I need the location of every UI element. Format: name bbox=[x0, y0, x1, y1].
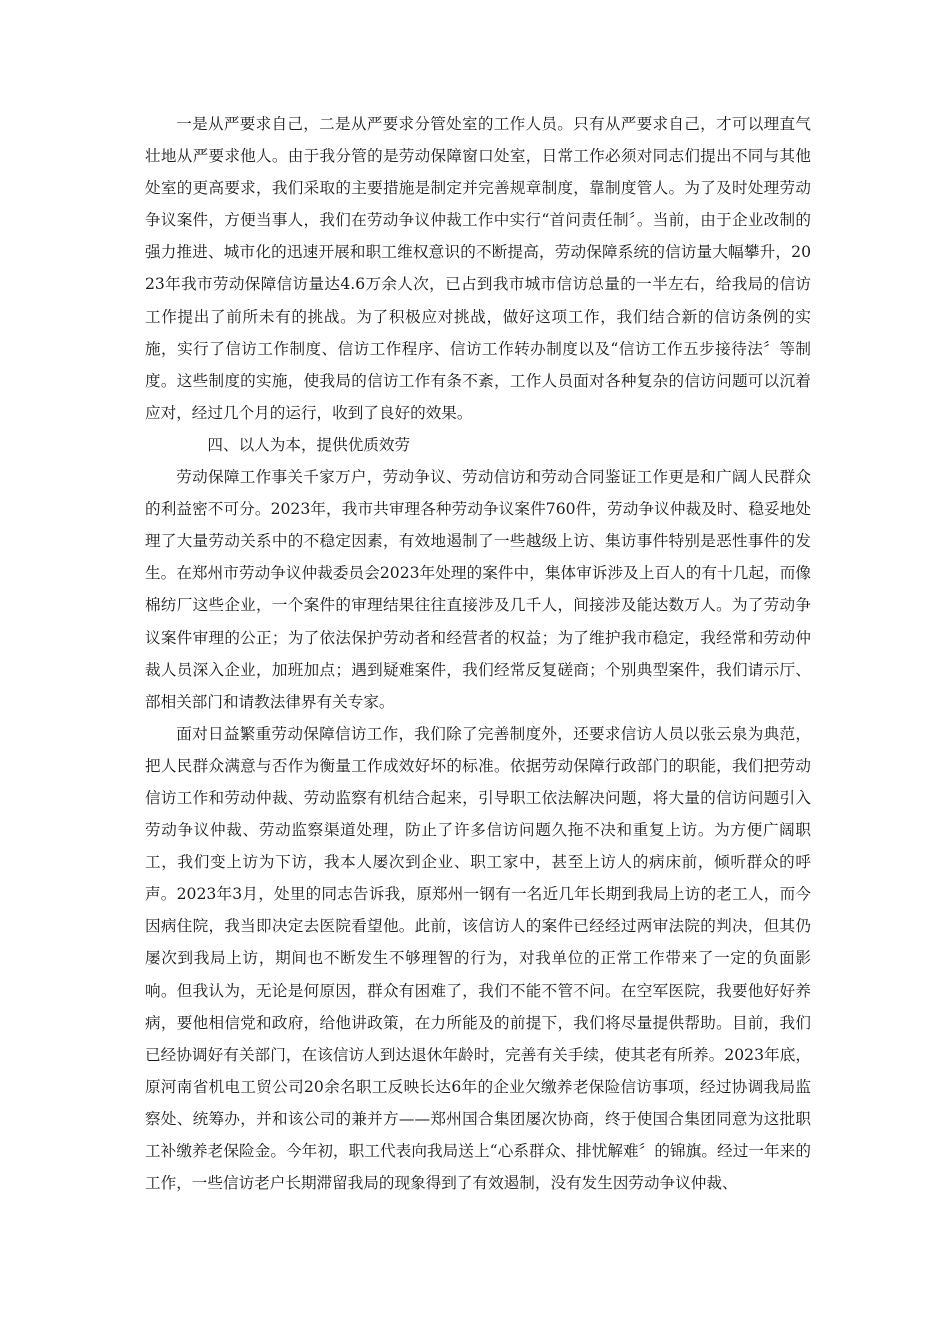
document-body bbox=[145, 108, 811, 1199]
paragraph-strict-requirements: 一是从严要求自己，二是从严要求分管处室的工作人员。只有从严要求自己，才可以理直气壮地从严要求他人。由于我分管的是劳动保障窗口处室，日常工作必须对同志们提出不同与其他处室的更高要求，我们采取的主要措施是制定并完善规章制度，靠制度管人。为了及时处理劳动争议案件，方便当事人，我们在劳动争议仲裁工作中实行“首问责任制〞。当前，由于企业改制的强力推进、城市化的迅速开展和职工维权意识的不断提高，劳动保障系统的信访量大幅攀升，2023年我市劳动保障信访量达4.6万余人次，已占到我市城市信访总量的一半左右，给我局的信访工作提出了前所未有的挑战。为了积极应对挑战，做好这项工作，我们结合新的信访条例的实施，实行了信访工作制度、信访工作程序、信访工作转办制度以及“信访工作五步接待法〞等制度。这些制度的实施，使我局的信访工作有条不紊，工作人员面对各种复杂的信访问题可以沉着应对，经过几个月的运行，收到了良好的效果。 bbox=[145, 115, 811, 422]
paragraph-labor-disputes: 劳动保障工作事关千家万户，劳动争议、劳动信访和劳动合同鉴证工作更是和广阔人民群众的利益密不可分。2023年，我市共审理各种劳动争议案件760件，劳动争议仲裁及时、稳妥地处理了大量劳动关系中的不稳定因素，有效地遏制了一些越级上访、集访事件特别是恶性事件的发生。在郑州市劳动争议仲裁委员会2023年处理的案件中，集体审诉涉及上百人的有十几起，而像棉纺厂这些企业，一个案件的审理结果往往直接涉及几千人，间接涉及能达数万人。为了劳动争议案件审理的公正；为了依法保护劳动者和经营者的权益；为了维护我市稳定，我经常和劳动仲裁人员深入企业，加班加点；遇到疑难案件，我们经常反复磋商；个别典型案件，我们请示厅、部相关部门和请教法律界有关专家。 bbox=[145, 468, 811, 711]
paragraph-petition-work: 面对日益繁重劳动保障信访工作，我们除了完善制度外，还要求信访人员以张云泉为典范，把人民群众满意与否作为衡量工作成效好坏的标准。依据劳动保障行政部门的职能，我们把劳动信访工作和劳动仲裁、劳动监察有机结合起来，引导职工依法解决问题，将大量的信访问题引入劳动争议仲裁、劳动监察渠道处理，防止了许多信访问题久拖不决和重复上访。为方便广阔职工，我们变上访为下访，我本人屡次到企业、职工家中，甚至上访人的病床前，倾听群众的呼声。2023年3月，处里的同志告诉我，原郑州一钢有一名近几年长期到我局上访的老工人，而今因病住院，我当即决定去医院看望他。此前，该信访人的案件已经经过两审法院的判决，但其仍屡次到我局上访，期间也不断发生不够理智的行为，对我单位的正常工作带来了一定的负面影响。但我认为，无论是何原因，群众有困难了，我们不能不管不问。在空军医院，我要他好好养病，要他相信党和政府，给他讲政策，在力所能及的前提下，我们将尽量提供帮助。目前，我们已经协调好有关部门，在该信访人到达退休年龄时，完善有关手续，使其老有所养。2023年底，原河南省机电工贸公司20余名职工反映长达6年的企业欠缴养老保险信访事项，经过协调我局监察处、统筹办，并和该公司的兼并方——郑州国合集团屡次协商，终于使国合集团同意为这批职工补缴养老保险金。今年初，职工代表向我局送上“心系群众、排忧解难〞的锦旗。经过一年来的工作，一些信访老户长期滞留我局的现象得到了有效遏制，没有发生因劳动争议仲裁、 bbox=[145, 724, 811, 1193]
section-heading-people-oriented: 四、以人为本，提供优质效劳 bbox=[207, 435, 411, 454]
